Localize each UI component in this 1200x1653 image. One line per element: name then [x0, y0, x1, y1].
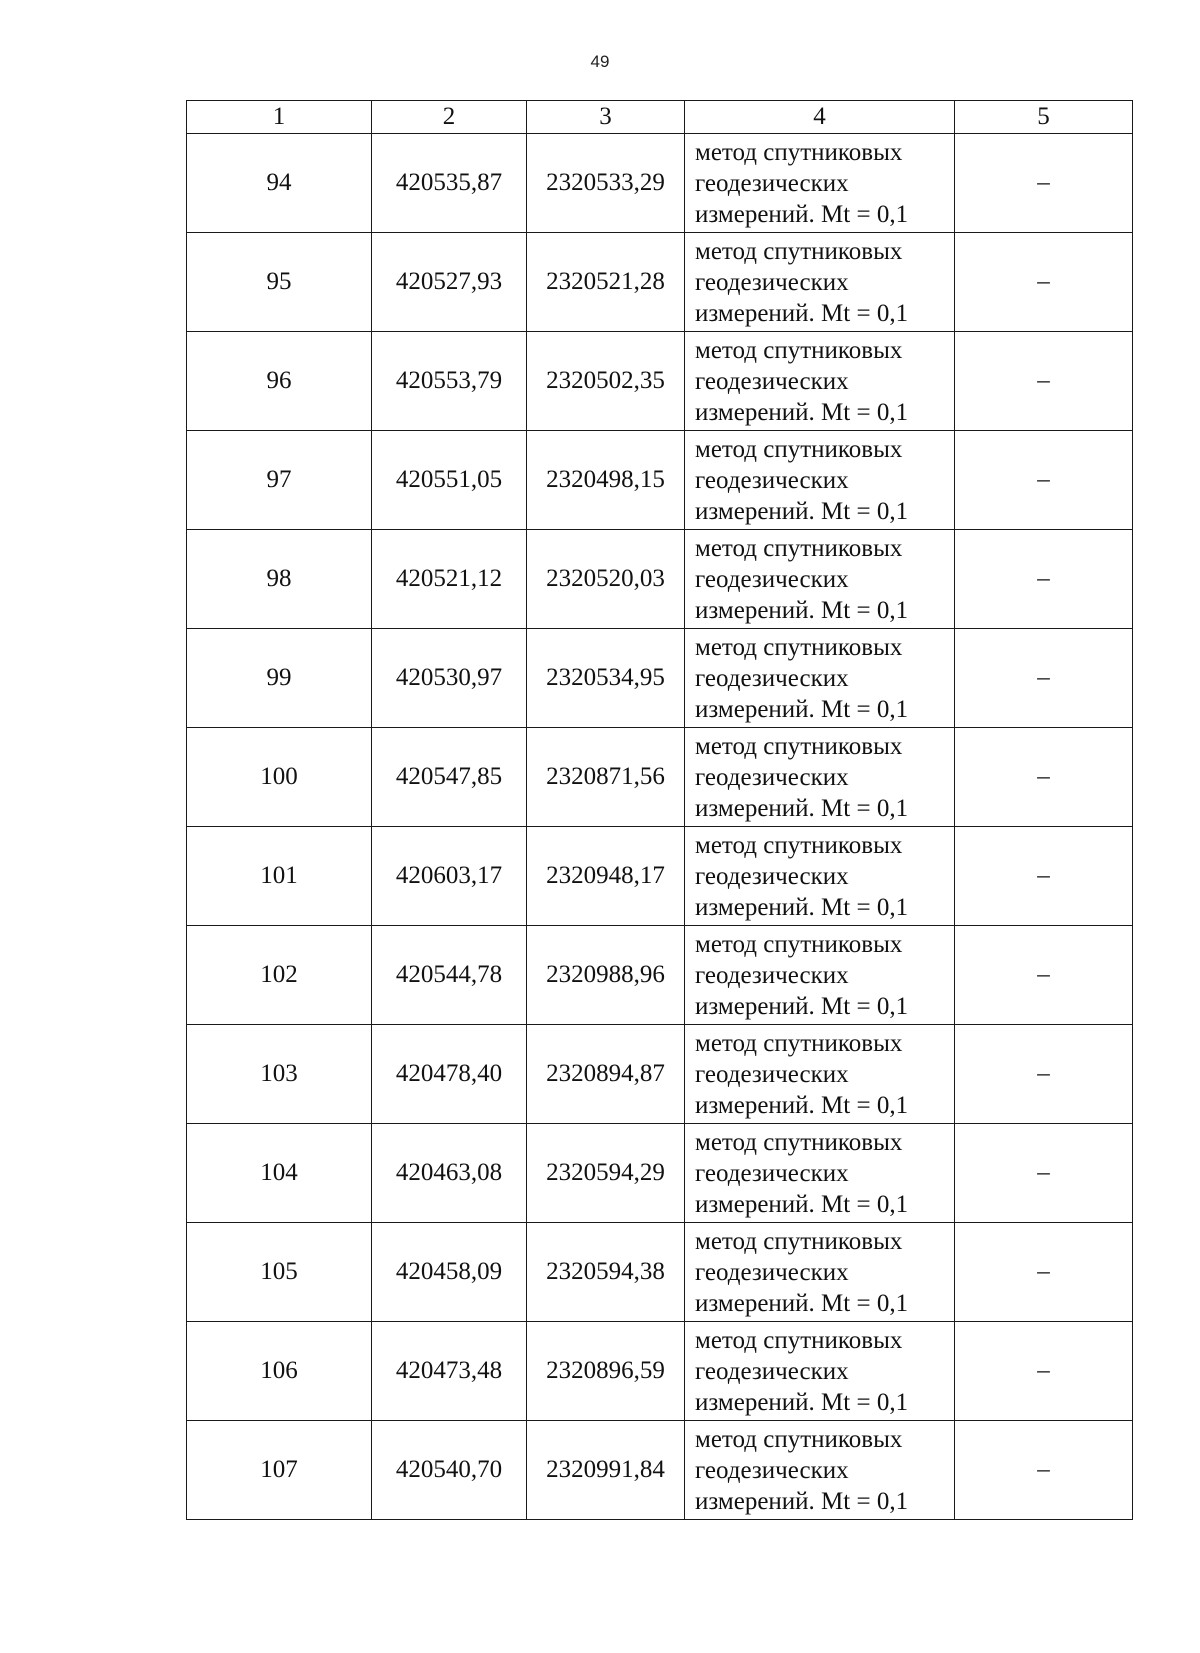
method-line: геодезических [695, 466, 849, 494]
header-cell-4: 4 [685, 101, 955, 134]
point-number-cell: 95 [187, 233, 372, 332]
method-cell [685, 431, 955, 530]
x-coordinate-cell: 420473,48 [372, 1322, 527, 1421]
method-line: геодезических [695, 1357, 849, 1385]
point-number-cell: 94 [187, 134, 372, 233]
method-line: измерений. Mt = 0,1 [695, 398, 909, 426]
x-coordinate-cell: 420463,08 [372, 1124, 527, 1223]
table-row [187, 1124, 1133, 1223]
method-line: метод спутниковых [695, 1425, 903, 1453]
coordinates-table [186, 100, 1133, 1520]
note-cell: – [955, 1421, 1133, 1520]
point-number-cell: 107 [187, 1421, 372, 1520]
method-line: измерений. Mt = 0,1 [695, 596, 909, 624]
table-row [187, 431, 1133, 530]
table-body [187, 134, 1133, 1520]
method-line: измерений. Mt = 0,1 [695, 1190, 909, 1218]
method-line: метод спутниковых [695, 336, 903, 364]
method-line: геодезических [695, 1159, 849, 1187]
note-cell: – [955, 1223, 1133, 1322]
note-cell: – [955, 134, 1133, 233]
x-coordinate-cell: 420458,09 [372, 1223, 527, 1322]
method-line: метод спутниковых [695, 534, 903, 562]
method-line: геодезических [695, 565, 849, 593]
method-cell [685, 1322, 955, 1421]
method-line: измерений. Mt = 0,1 [695, 497, 909, 525]
point-number-cell: 105 [187, 1223, 372, 1322]
x-coordinate-cell: 420530,97 [372, 629, 527, 728]
method-line: метод спутниковых [695, 1128, 903, 1156]
method-cell [685, 1421, 955, 1520]
header-row [187, 101, 1133, 134]
y-coordinate-cell: 2320988,96 [527, 926, 685, 1025]
header-cell-1: 1 [187, 101, 372, 134]
method-line: измерений. Mt = 0,1 [695, 1091, 909, 1119]
note-cell: – [955, 728, 1133, 827]
y-coordinate-cell: 2320534,95 [527, 629, 685, 728]
table-row [187, 1223, 1133, 1322]
method-line: метод спутниковых [695, 237, 903, 265]
method-line: геодезических [695, 1060, 849, 1088]
note-cell: – [955, 1025, 1133, 1124]
y-coordinate-cell: 2320894,87 [527, 1025, 685, 1124]
method-line: измерений. Mt = 0,1 [695, 200, 909, 228]
method-line: геодезических [695, 169, 849, 197]
note-cell: – [955, 1124, 1133, 1223]
method-line: измерений. Mt = 0,1 [695, 1289, 909, 1317]
method-line: метод спутниковых [695, 1326, 903, 1354]
table-header [187, 101, 1133, 134]
point-number-cell: 97 [187, 431, 372, 530]
method-line: метод спутниковых [695, 831, 903, 859]
method-line: измерений. Mt = 0,1 [695, 794, 909, 822]
x-coordinate-cell: 420478,40 [372, 1025, 527, 1124]
table-row [187, 1421, 1133, 1520]
method-line: метод спутниковых [695, 732, 903, 760]
y-coordinate-cell: 2320533,29 [527, 134, 685, 233]
method-line: геодезических [695, 763, 849, 791]
method-cell [685, 134, 955, 233]
method-line: метод спутниковых [695, 1227, 903, 1255]
table-row [187, 1025, 1133, 1124]
y-coordinate-cell: 2320594,38 [527, 1223, 685, 1322]
note-cell: – [955, 1322, 1133, 1421]
note-cell: – [955, 827, 1133, 926]
point-number-cell: 100 [187, 728, 372, 827]
note-cell: – [955, 233, 1133, 332]
note-cell: – [955, 332, 1133, 431]
point-number-cell: 101 [187, 827, 372, 926]
y-coordinate-cell: 2320498,15 [527, 431, 685, 530]
x-coordinate-cell: 420603,17 [372, 827, 527, 926]
point-number-cell: 104 [187, 1124, 372, 1223]
x-coordinate-cell: 420540,70 [372, 1421, 527, 1520]
method-line: геодезических [695, 367, 849, 395]
note-cell: – [955, 926, 1133, 1025]
table-row [187, 332, 1133, 431]
x-coordinate-cell: 420544,78 [372, 926, 527, 1025]
method-line: геодезических [695, 1456, 849, 1484]
method-cell [685, 332, 955, 431]
header-cell-5: 5 [955, 101, 1133, 134]
method-cell [685, 728, 955, 827]
y-coordinate-cell: 2320991,84 [527, 1421, 685, 1520]
table-row [187, 233, 1133, 332]
method-line: геодезических [695, 268, 849, 296]
table-row [187, 827, 1133, 926]
y-coordinate-cell: 2320594,29 [527, 1124, 685, 1223]
page-number: 49 [590, 52, 610, 71]
method-line: измерений. Mt = 0,1 [695, 992, 909, 1020]
header-cell-2: 2 [372, 101, 527, 134]
y-coordinate-cell: 2320896,59 [527, 1322, 685, 1421]
x-coordinate-cell: 420551,05 [372, 431, 527, 530]
x-coordinate-cell: 420521,12 [372, 530, 527, 629]
table-row [187, 1322, 1133, 1421]
point-number-cell: 106 [187, 1322, 372, 1421]
point-number-cell: 96 [187, 332, 372, 431]
y-coordinate-cell: 2320948,17 [527, 827, 685, 926]
method-line: метод спутниковых [695, 435, 903, 463]
method-cell [685, 1124, 955, 1223]
note-cell: – [955, 530, 1133, 629]
y-coordinate-cell: 2320520,03 [527, 530, 685, 629]
method-cell [685, 926, 955, 1025]
method-cell [685, 629, 955, 728]
point-number-cell: 103 [187, 1025, 372, 1124]
method-line: измерений. Mt = 0,1 [695, 695, 909, 723]
method-line: измерений. Mt = 0,1 [695, 1388, 909, 1416]
method-line: метод спутниковых [695, 138, 903, 166]
point-number-cell: 98 [187, 530, 372, 629]
table-row [187, 530, 1133, 629]
header-cell-3: 3 [527, 101, 685, 134]
method-line: геодезических [695, 1258, 849, 1286]
method-line: геодезических [695, 664, 849, 692]
method-line: метод спутниковых [695, 930, 903, 958]
table-row [187, 926, 1133, 1025]
method-line: измерений. Mt = 0,1 [695, 893, 909, 921]
method-line: геодезических [695, 961, 849, 989]
table-row [187, 629, 1133, 728]
method-line: метод спутниковых [695, 1029, 903, 1057]
y-coordinate-cell: 2320521,28 [527, 233, 685, 332]
table-row [187, 728, 1133, 827]
method-line: метод спутниковых [695, 633, 903, 661]
x-coordinate-cell: 420553,79 [372, 332, 527, 431]
method-cell [685, 233, 955, 332]
note-cell: – [955, 431, 1133, 530]
method-cell [685, 530, 955, 629]
point-number-cell: 102 [187, 926, 372, 1025]
method-cell [685, 827, 955, 926]
x-coordinate-cell: 420535,87 [372, 134, 527, 233]
method-line: измерений. Mt = 0,1 [695, 299, 909, 327]
note-cell: – [955, 629, 1133, 728]
y-coordinate-cell: 2320502,35 [527, 332, 685, 431]
method-cell [685, 1025, 955, 1124]
method-line: геодезических [695, 862, 849, 890]
method-line: измерений. Mt = 0,1 [695, 1487, 909, 1515]
method-cell [685, 1223, 955, 1322]
point-number-cell: 99 [187, 629, 372, 728]
table-row [187, 134, 1133, 233]
y-coordinate-cell: 2320871,56 [527, 728, 685, 827]
x-coordinate-cell: 420547,85 [372, 728, 527, 827]
x-coordinate-cell: 420527,93 [372, 233, 527, 332]
